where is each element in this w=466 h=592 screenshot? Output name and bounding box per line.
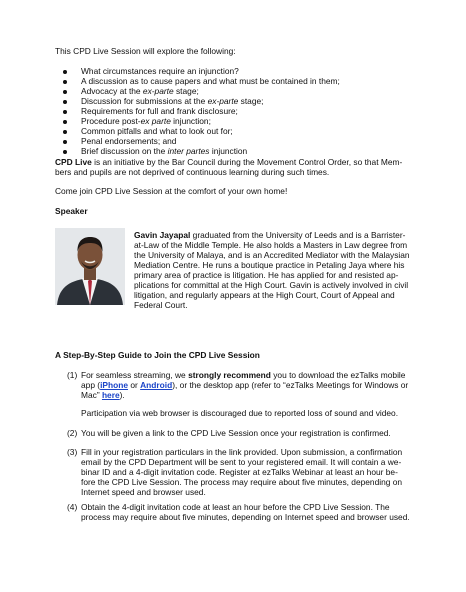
step-1-line-1: For seamless streaming, we strongly recommend you to download the ezTalks mobile (81, 370, 406, 380)
topic-list-item: Procedure post-ex parte injunction; (81, 116, 211, 126)
cpd-paragraph-line-1: CPD Live is an initiative by the Bar Council during the Movement Control Order, so that Mem- (55, 157, 403, 167)
step3-line: binar ID and a 4-digit invitation code. Register at ezTalks Webinar at least an hour be- (81, 467, 398, 477)
step-1-line-2: app (iPhone or Android), or the desktop app (refer to “ezTalks Meetings for Windows or (81, 380, 409, 390)
step3-line: Fill in your registration particulars in the link provided. Upon submission, a confirmation (81, 447, 403, 457)
topic-list-item: Brief discussion on the inter partes injunction (81, 146, 248, 156)
step-1-number: (1) (67, 370, 78, 380)
guide-heading: A Step-By-Step Guide to Join the CPD Live Session (55, 350, 260, 360)
speaker-bio-line: at-Law of the Middle Temple. He also holds a Masters in Law degree from (134, 240, 408, 250)
bullet-marker (63, 120, 67, 124)
iphone-link[interactable]: iPhone (100, 380, 129, 390)
topic-list-item: Requirements for full and frank disclosure; (81, 106, 238, 116)
speaker-bio-line: plications for committal at the High Court. Gavin is actively involved in civil (134, 280, 409, 290)
topic-list-item: Advocacy at the ex-parte stage; (81, 86, 199, 96)
step4-line: process may require about five minutes, depending on Internet speed and browser used. (81, 512, 410, 522)
bullet-marker (63, 90, 67, 94)
step3-line: Internet speed and browser used. (81, 487, 206, 497)
step-2-text: You will be given a link to the CPD Live Session once your registration is confirmed. (81, 428, 391, 438)
speaker-photo (55, 228, 125, 305)
bullet-marker (63, 140, 67, 144)
step-1-note: Participation via web browser is discouraged due to reported loss of sound and video. (81, 408, 399, 418)
come-join-text: Come join CPD Live Session at the comfort of your own home! (55, 186, 288, 196)
topic-list-item: Discussion for submissions at the ex-parte stage; (81, 96, 264, 106)
desktop-app-here-link[interactable]: here (101, 390, 120, 400)
bullet-marker (63, 70, 67, 74)
android-link[interactable]: Android (140, 380, 173, 390)
speaker-name: Gavin Jayapal (134, 230, 191, 240)
bullet-marker (63, 80, 67, 84)
intro-text: This CPD Live Session will explore the following: (55, 46, 236, 56)
bullet-marker (63, 150, 67, 154)
step-3-number: (3) (67, 447, 78, 457)
bullet-marker (63, 130, 67, 134)
speaker-heading: Speaker (55, 206, 88, 216)
step-1-line-3: Mac” here). (81, 390, 125, 400)
step-4-number: (4) (67, 502, 78, 512)
topic-list-item: Penal endorsements; and (81, 136, 177, 146)
speaker-portrait-image (55, 228, 125, 305)
speaker-bio-line: Mediation Centre. He runs a boutique practice in Petaling Jaya where his (134, 260, 405, 270)
cpd-live-label: CPD Live (55, 157, 92, 167)
speaker-bio-line: Gavin Jayapal graduated from the University of Leeds and is a Barrister- (134, 230, 406, 240)
speaker-bio-line: primary area of practice is litigation. He has applied for and resisted ap- (134, 270, 399, 280)
bullet-marker (63, 110, 67, 114)
topic-list-item: Common pitfalls and what to look out for; (81, 126, 233, 136)
strongly-recommend-text: strongly recommend (188, 370, 271, 380)
speaker-bio-line: litigation, and regularly appears at the High Court, Court of Appeal and (134, 290, 395, 300)
step3-line: fore the CPD Live Session. The process may require about five minutes, depending on (81, 477, 403, 487)
step4-line: Obtain the 4-digit invitation code at least an hour before the CPD Live Session. The (81, 502, 390, 512)
speaker-bio-line: the University of Malaya, and is an Accredited Mediator with the Malaysian (134, 250, 410, 260)
step3-line: email by the CPD Department will be sent to your registered email. It will contain a we- (81, 457, 402, 467)
cpd-paragraph-line-2: bers and pupils are not deprived of continuous learning during such times. (55, 167, 330, 177)
topic-list-item: What circumstances require an injunction? (81, 66, 239, 76)
speaker-bio-line: Federal Court. (134, 300, 188, 310)
step-2-number: (2) (67, 428, 78, 438)
topic-list-item: A discussion as to cause papers and what must be contained in them; (81, 76, 340, 86)
bullet-marker (63, 100, 67, 104)
